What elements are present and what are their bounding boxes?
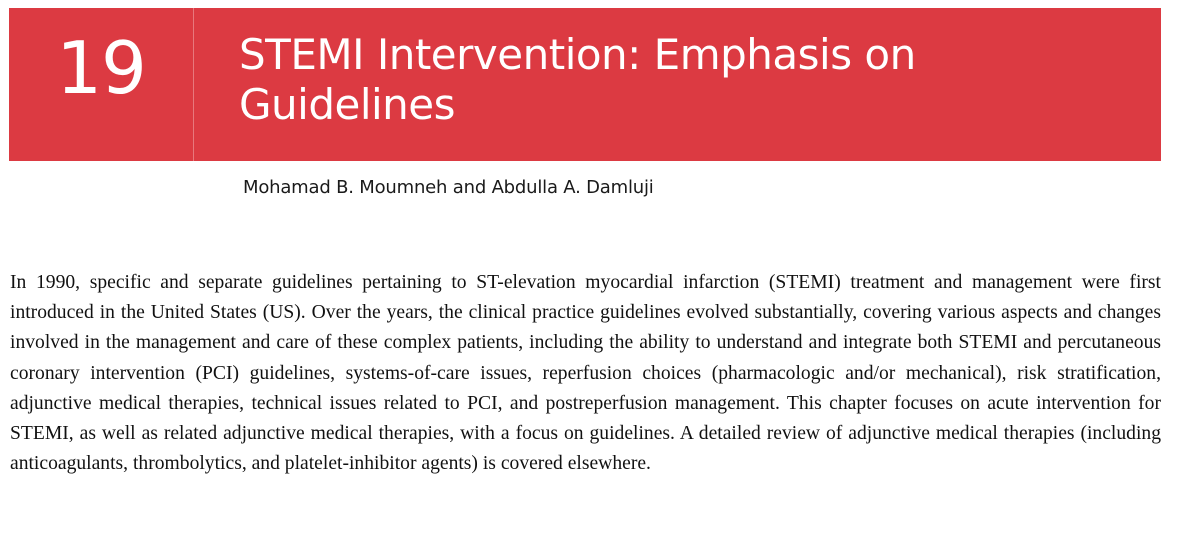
body-paragraph: In 1990, specific and separate guidelines pertaining to ST-elevation myocardial infarction (STEMI) treatment and management were first introduced in the United States (US). Over the years, the clinical practice guidelines evolved substantially, covering various aspects and changes involved in the management and care of these complex patients, including the ability to understand and integrate both STEMI and percutaneous coronary intervention (PCI) guidelines, systems-of-care issues, reperfusion choices (pharmacologic and/or mechanical), risk stratification, adjunctive medical therapies, technical issues related to PCI, and postreperfusion management. This chapter focuses on acute intervention for STEMI, as well as related adjunctive medical therapies, with a focus on guidelines. A detailed review of adjunctive medical therapies (including anticoagulants, thrombolytics, and platelet-inhibitor agents) is covered elsewhere. (10, 272, 1161, 475)
chapter-header-banner (9, 8, 1161, 161)
header-divider (193, 8, 194, 161)
authors-line: Mohamad B. Moumneh and Abdulla A. Damluji (243, 177, 654, 198)
chapter-number: 19 (56, 26, 146, 110)
chapter-title: STEMI Intervention: Emphasis on Guidelines (239, 30, 916, 129)
